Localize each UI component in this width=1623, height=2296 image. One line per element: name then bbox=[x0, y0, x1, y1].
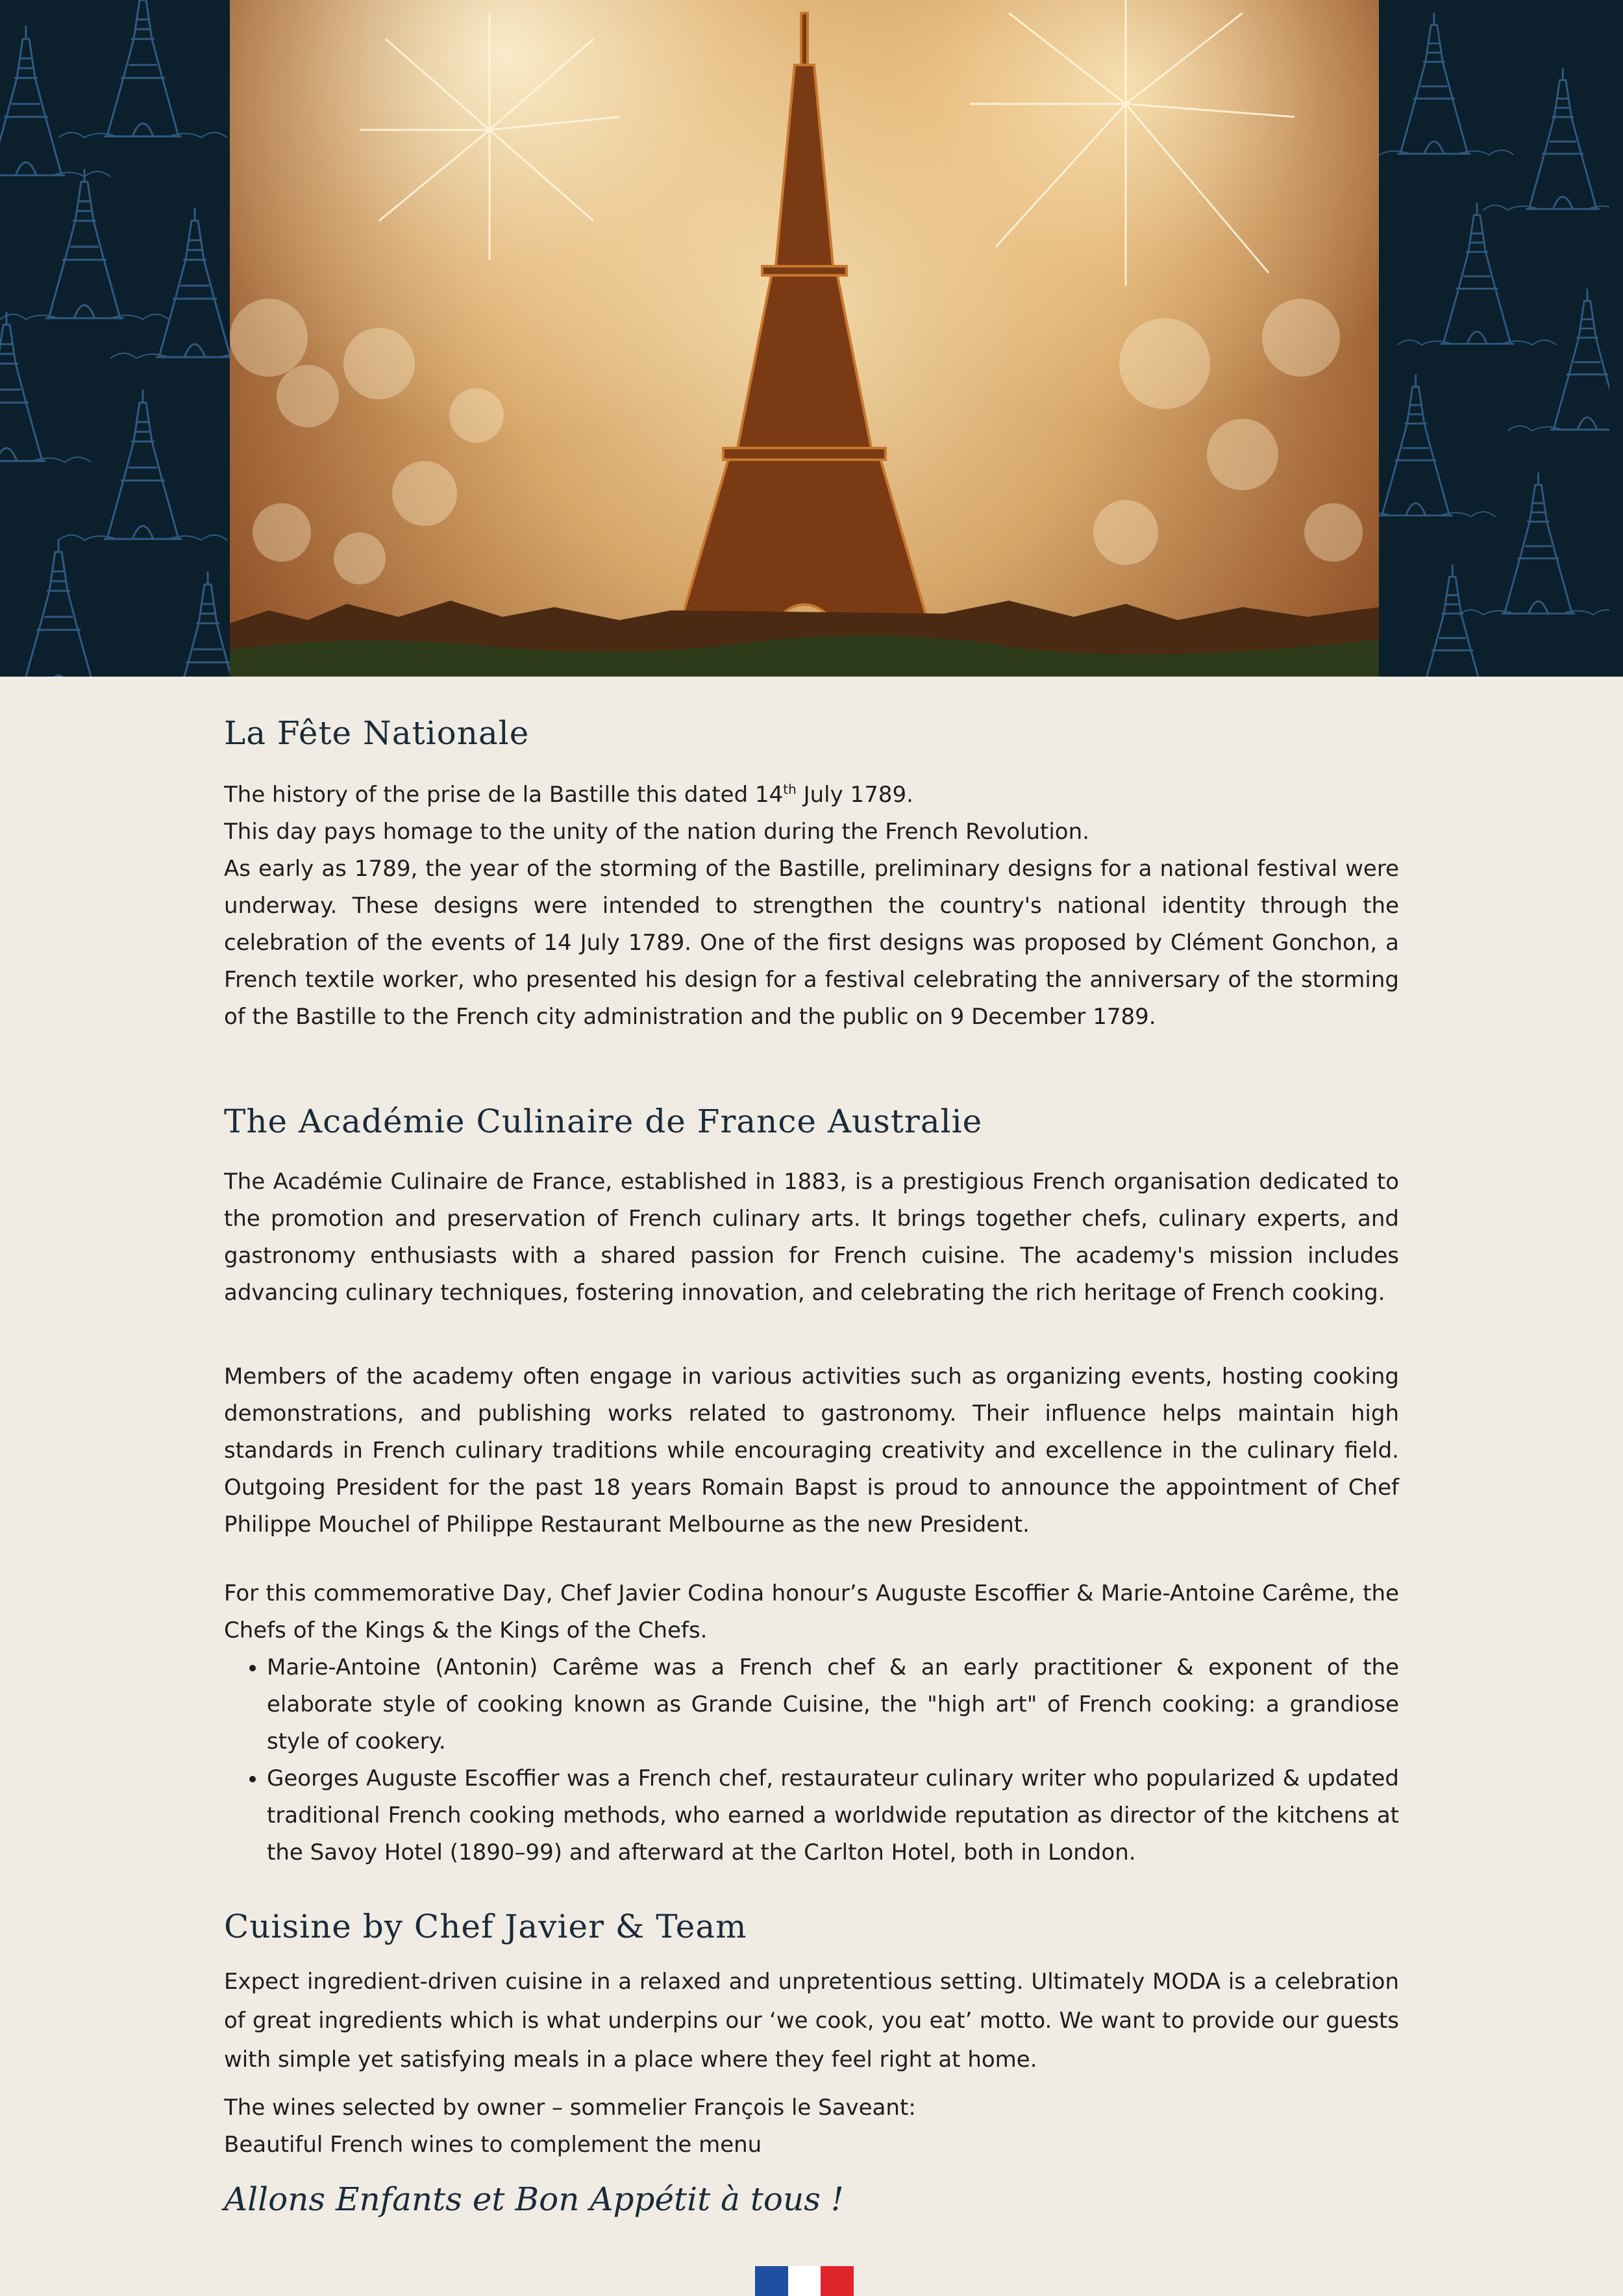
cuisine-paragraph: Expect ingredient-driven cuisine in a relaxed and unpretentious setting. Ultimately MODA is a celebration of great ingredients which is what underpins our ‘we cook, you eat’ motto. We want to provide our guests with simple yet satisfying meals in a place where they feel right at home. bbox=[224, 1969, 1399, 2073]
eiffel-tower-pattern-left bbox=[0, 0, 230, 677]
french-flag-icon bbox=[755, 2266, 854, 2296]
academie-paragraph-2: Members of the academy often engage in various activities such as organizing events, hosting cooking demonstrations, and publishing works related to gastronomy. Their influence helps maintain high standards in French culinary traditions while encouraging creativity and excellence in the culinary field. Outgoing President for the past 18 years Romain Bapst is proud to announce the appointment of Chef Philippe Mouchel of Philippe Restaurant Melbourne as the new President. bbox=[224, 1364, 1399, 1538]
wine-line-2: Beautiful French wines to complement the menu bbox=[224, 2132, 762, 2158]
wine-line-1: The wines selected by owner – sommelier François le Saveant: bbox=[224, 2095, 916, 2121]
closing-tagline: Allons Enfants et Bon Appétit à tous ! bbox=[224, 2180, 844, 2218]
fete-line3: As early as 1789, the year of the storming of the Bastille, preliminary designs for a national festival were underway. These designs were intended to strengthen the country's national identity through the celebration of the events of 14 July 1789. One of the first designs was proposed by Clément Gonchon, a French textile worker, who presented his design for a festival celebrating the anniversary of the storming of the Bastille to the French city administration and the public on 9 December 1789. bbox=[224, 856, 1399, 1030]
wine-text bbox=[224, 2090, 1399, 2164]
fete-line1-sup: th bbox=[783, 781, 797, 797]
academie-paragraph-1: The Académie Culinaire de France, established in 1883, is a prestigious French organisation dedicated to the promotion and preservation of French culinary arts. It brings together chefs, culinary experts, and gastronomy enthusiasts with a shared passion for French cuisine. The academy's mission includes advancing culinary techniques, fostering innovation, and celebrating the rich heritage of French cooking. bbox=[224, 1169, 1399, 1306]
list-item: • Marie-Antoine (Antonin) Carême was a French chef & an early practitioner & exponent of the elaborate style of cooking known as Grande Cuisine, the "high art" of French cooking: a grandiose style of cookery. bbox=[267, 1649, 1399, 1760]
fete-line2: This day pays homage to the unity of the nation during the French Revolution. bbox=[224, 819, 1089, 845]
list-item: • Georges Auguste Escoffier was a French chef, restaurateur culinary writer who popularized & updated traditional French cooking methods, who earned a worldwide reputation as director of the kitchens at the Savoy Hotel (1890–99) and afterward at the Carlton Hotel, both in London. bbox=[267, 1760, 1399, 1871]
hero-banner bbox=[0, 0, 1623, 677]
academie-paragraph-3: For this commemorative Day, Chef Javier Codina honour’s Auguste Escoffier & Marie-Antoine Carême, the Chefs of the Kings & the Kings of the Chefs. bbox=[224, 1580, 1399, 1643]
fete-line1-before: The history of the prise de la Bastille this dated 14 bbox=[224, 782, 784, 808]
academie-heading: The Académie Culinaire de France Australie bbox=[224, 1103, 983, 1140]
fete-text bbox=[224, 777, 1399, 1036]
eiffel-tower-fireworks-photo bbox=[230, 0, 1379, 677]
fete-heading: La Fête Nationale bbox=[224, 714, 530, 752]
eiffel-tower-pattern-right bbox=[1379, 0, 1609, 677]
chefs-list bbox=[224, 1649, 1399, 1871]
fete-line1-after: July 1789. bbox=[796, 782, 913, 808]
cuisine-heading: Cuisine by Chef Javier & Team bbox=[224, 1908, 747, 1945]
